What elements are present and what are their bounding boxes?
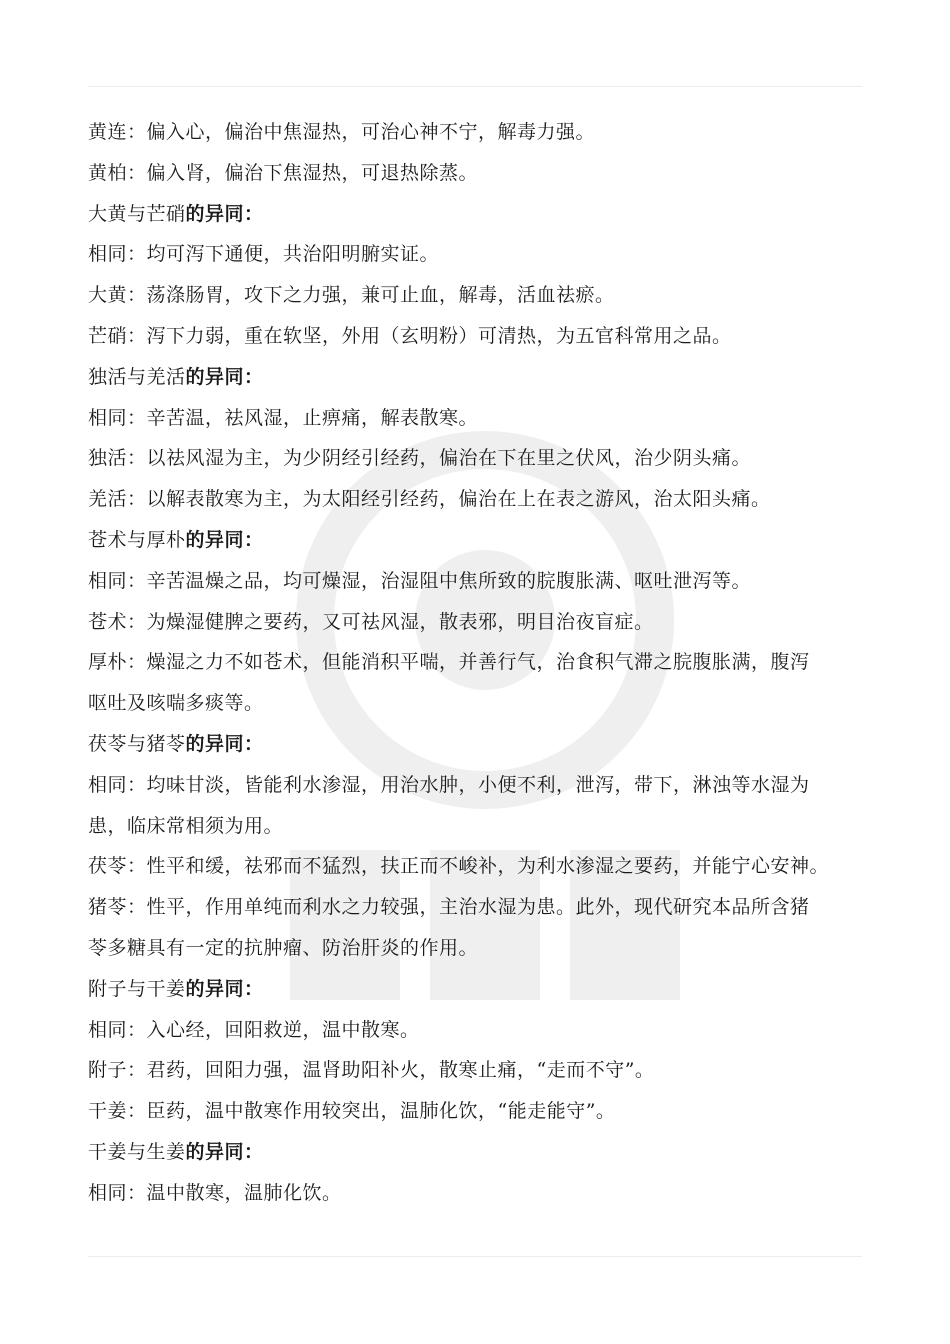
text-line: 羌活：以解表散寒为主，为太阳经引经药，偏治在上在表之游风，治太阳头痛。 <box>88 488 771 511</box>
heading-herb-pair: 大黄与芒硝 <box>88 202 186 225</box>
text-line: 猪苓：性平，作用单纯而利水之力较强，主治水湿为患。此外，现代研究本品所含猪 <box>88 896 810 919</box>
heading-suffix: 的异同： <box>185 365 264 388</box>
header-rule <box>88 86 862 87</box>
text-line: 相同：入心经，回阳救逆，温中散寒。 <box>88 1018 420 1041</box>
heading-suffix: 的异同： <box>185 528 264 551</box>
text-line: 相同：均味甘淡，皆能利水渗湿，用治水肿，小便不利，泄泻，带下，淋浊等水湿为 <box>88 773 810 796</box>
text-line: 相同：辛苦温，祛风湿，止痹痛，解表散寒。 <box>88 406 479 429</box>
heading-herb-pair: 苍术与厚朴 <box>88 528 186 551</box>
heading-herb-pair: 茯苓与猪苓 <box>88 732 186 755</box>
text-line: 相同：均可泻下通便，共治阳明腑实证。 <box>88 243 440 266</box>
text-line: 茯苓：性平和缓，祛邪而不猛烈，扶正而不峻补，为利水渗湿之要药，并能宁心安神。 <box>88 855 830 878</box>
text-line: 附子：君药，回阳力强，温肾助阳补火，散寒止痛，“走而不守”。 <box>88 1059 655 1082</box>
heading-herb-pair: 干姜与生姜 <box>88 1140 186 1163</box>
heading-suffix: 的异同： <box>185 732 264 755</box>
section-heading <box>88 969 878 1010</box>
footer-rule <box>88 1256 862 1257</box>
text-line: 厚朴：燥湿之力不如苍术，但能消积平喘，并善行气，治食积气滞之脘腹胀满，腹泻 <box>88 651 810 674</box>
text-line: 相同：温中散寒，温肺化饮。 <box>88 1181 342 1204</box>
heading-suffix: 的异同： <box>185 977 264 1000</box>
text-line: 芒硝：泻下力弱，重在软坚，外用（玄明粉）可清热，为五官科常用之品。 <box>88 324 732 347</box>
text-line: 大黄：荡涤肠胃，攻下之力强，兼可止血，解毒，活血祛瘀。 <box>88 284 615 307</box>
document-body <box>88 112 878 1214</box>
text-line: 相同：辛苦温燥之品，均可燥湿，治湿阻中焦所致的脘腹胀满、呕吐泄泻等。 <box>88 569 752 592</box>
text-line: 黄连：偏入心，偏治中焦湿热，可治心神不宁，解毒力强。 <box>88 121 596 143</box>
section-heading <box>88 357 878 398</box>
text-line: 黄柏：偏入肾，偏治下焦湿热，可退热除蒸。 <box>88 161 479 184</box>
heading-suffix: 的异同： <box>185 1140 264 1163</box>
text-line: 干姜：臣药，温中散寒作用较突出，温肺化饮，“能走能守”。 <box>88 1100 616 1123</box>
heading-suffix: 的异同： <box>185 202 264 225</box>
text-line: 苓多糖具有一定的抗肿瘤、防治肝炎的作用。 <box>88 936 479 959</box>
text-line: 患，临床常相须为用。 <box>88 814 284 837</box>
text-line: 独活：以祛风湿为主，为少阴经引经药，偏治在下在里之伏风，治少阴头痛。 <box>88 447 752 470</box>
section-heading <box>88 194 878 235</box>
section-heading <box>88 520 878 561</box>
heading-herb-pair: 附子与干姜 <box>88 977 186 1000</box>
heading-herb-pair: 独活与羌活 <box>88 365 186 388</box>
section-heading <box>88 1132 878 1173</box>
text-line: 苍术：为燥湿健脾之要药，又可祛风湿，散表邪，明目治夜盲症。 <box>88 610 654 633</box>
section-heading <box>88 724 878 765</box>
text-line: 呕吐及咳喘多痰等。 <box>88 692 264 715</box>
